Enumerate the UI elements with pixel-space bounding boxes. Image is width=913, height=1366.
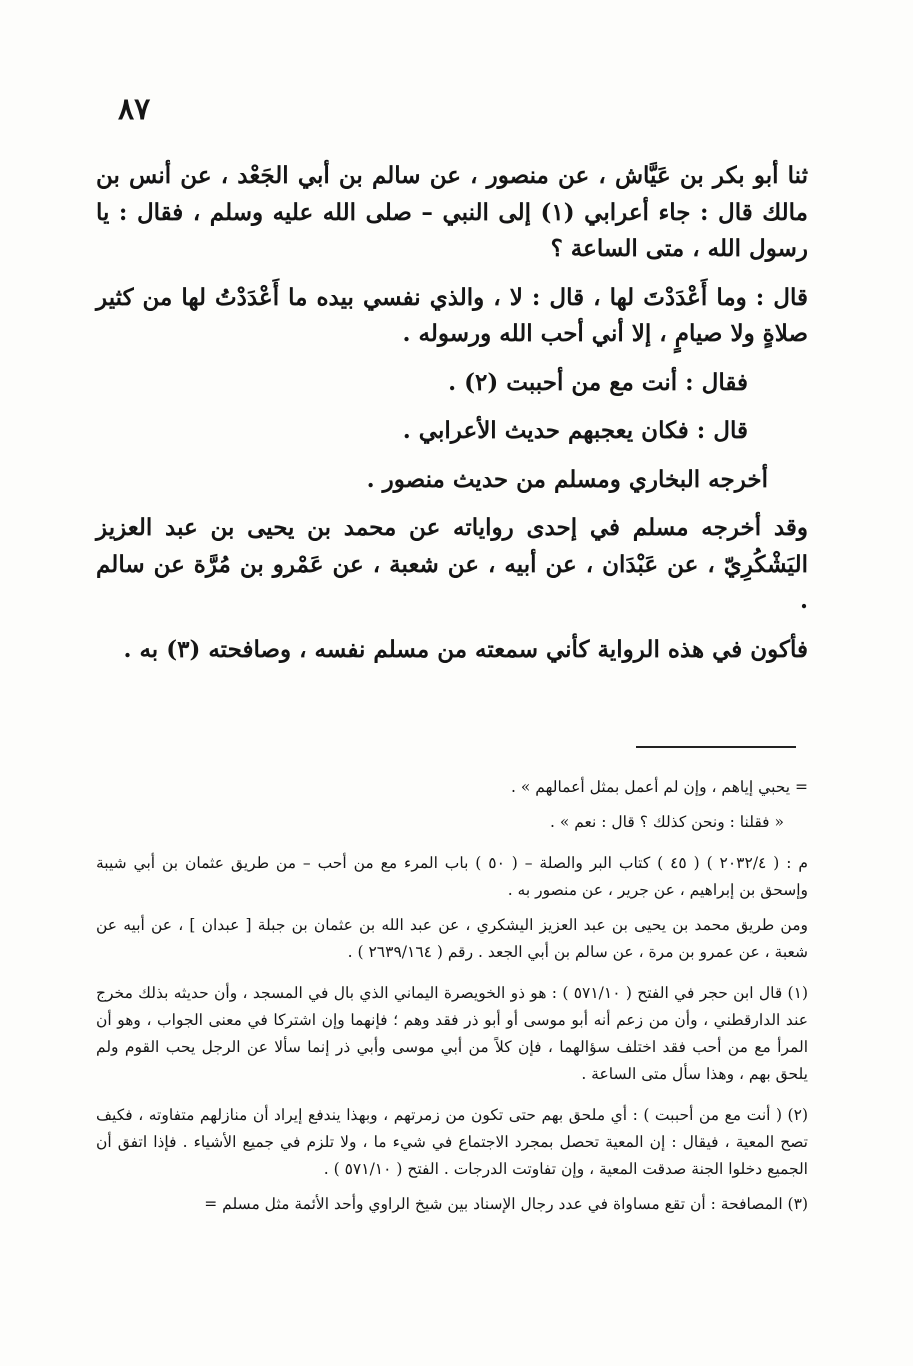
paragraph-hadith-chain: ثنا أبو بكر بن عَيَّاش ، عن منصور ، عن سالم بن أبي الجَعْد ، عن أنس بن مالك قال : جاء أعرابي (١) إلى النبي – صلى الله عليه وسلم ، فقال : يا رسول الله ، متى الساعة ؟	[96, 162, 808, 262]
footnote-3: (٣) المصافحة : أن تقع مساواة في عدد رجال الإسناد بين شيخ الراوي وأحد الأئمة مثل مسلم =	[204, 1195, 808, 1213]
footnote-continued-2: « فقلنا : ونحن كذلك ؟ قال : نعم » .	[549, 813, 784, 831]
footnote-takhrij-2: ومن طريق محمد بن يحيى بن عبد العزيز اليشكري ، عن عبد الله بن عثمان بن جبلة [ عبدان ] ، عن أبيه عن شعبة ، عن عمرو بن مرة ، عن سالم بن أبي الجعد . رقم ( ٢٦٣٩/١٦٤ ) .	[96, 916, 808, 961]
paragraph-source: أخرجه البخاري ومسلم من حديث منصور .	[366, 465, 768, 493]
paragraph-riwaya: وقد أخرجه مسلم في إحدى رواياته عن محمد بن يحيى بن عبد العزيز اليَشْكُرِيّ ، عن عَبْدَان ، عن أبيه ، عن شعبة ، عن عَمْرو بن مُرَّة عن سالم .	[96, 514, 808, 614]
paragraph-question: قال : وما أَعْدَدْتَ لها ، قال : لا ، والذي نفسي بيده ما أَعْدَدْتُ لها من كثير صلاةٍ ولا صيامٍ ، إلا أني أحب الله ورسوله .	[96, 283, 808, 347]
footnote-takhrij-1: م : ( ٢٠٣٢/٤ ) ( ٤٥ ) كتاب البر والصلة – ( ٥٠ ) باب المرء مع من أحب – من طريق عثمان بن أبي شيبة وإسحق بن إبراهيم ، عن جرير ، عن منصور به .	[96, 854, 808, 899]
footnote-2: (٢) ( أنت مع من أحببت ) : أي ملحق بهم حتى تكون من زمرتهم ، وبهذا يندفع إيراد أن منازلهم متفاوته ، فكيف تصح المعية ، فيقال : إن المعية تحصل بمجرد الاجتماع في شيء ما ، ولا تلزم في جميع الأشياء . فإذا اتفق أن الجميع دخلوا الجنة صدقت المعية ، وإن تفاوتت الدرجات . الفتح ( ٥٧١/١٠ ) .	[96, 1106, 808, 1178]
footnotes	[96, 774, 808, 1226]
footnote-continued-1: = يحبي إياهم ، وإن لم أعمل بمثل أعمالهم » .	[511, 778, 808, 796]
main-text	[96, 158, 808, 680]
footnote-1: (١) قال ابن حجر في الفتح ( ٥٧١/١٠ ) : هو ذو الخويصرة اليماني الذي بال في المسجد ، وأن حديثه بذلك مخرج عند الدارقطني ، وأن من زعم أنه أبو موسى أو أبو ذر فقد وهم ؛ فإنهما وإن اشتركا في معنى الجواب ، وهو أن المرأ مع من أحب فقد اختلف سؤالهما ، فإن كلاً من أبي موسى وأبي ذر إنما سألا عن الرجل يحب القوم ولم يلحق بهم ، وهذا سأل متى الساعة .	[96, 984, 808, 1083]
page-number: ٨٧	[118, 92, 151, 127]
footnote-separator	[636, 746, 796, 748]
paragraph-conclusion: فأكون في هذه الرواية كأني سمعته من مسلم نفسه ، وصافحته (٣) به .	[123, 635, 808, 663]
paragraph-remark: قال : فكان يعجبهم حديث الأعرابي .	[402, 417, 748, 444]
paragraph-answer: فقال : أنت مع من أحببت (٢) .	[448, 368, 748, 396]
